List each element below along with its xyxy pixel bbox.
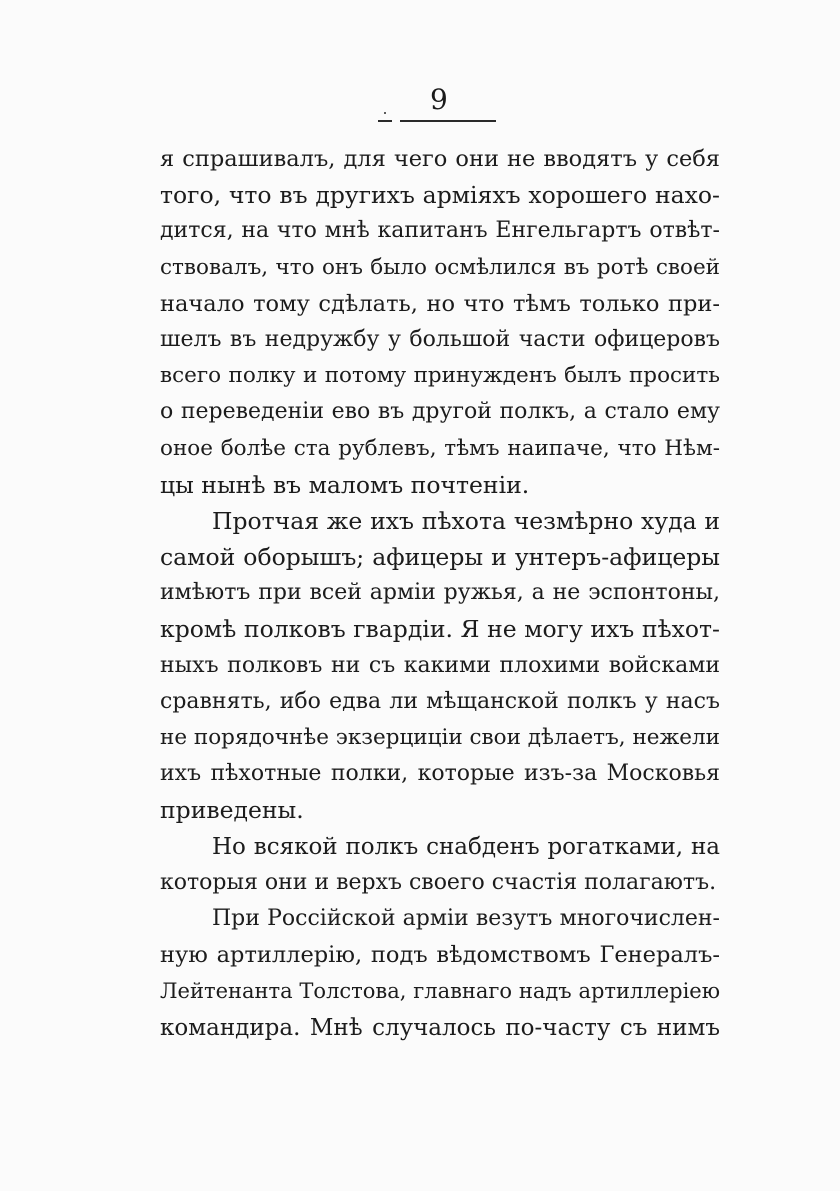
text-line: ную артиллерію, подъ вѣдомствомъ Генералъ- — [160, 942, 720, 969]
text-line: приведены. — [160, 796, 304, 825]
text-line: цы нынѣ въ маломъ почтеніи. — [160, 470, 530, 499]
header-rule-left — [378, 120, 392, 122]
header-rule-right — [400, 120, 496, 122]
text-line: шелъ въ недружбу у большой части офицеровъ — [160, 326, 720, 352]
text-line: ныхъ полковъ ни съ какими плохими войсками — [160, 652, 720, 678]
text-line: сравнять, ибо едва ли мѣщанской полкъ у насъ — [160, 688, 720, 714]
body-text — [160, 141, 720, 1046]
text-line: самой оборышъ; афицеры и унтеръ-афицеры — [160, 543, 720, 572]
text-line: ствовалъ, что онъ было осмѣлился въ ротѣ своей — [160, 254, 720, 280]
text-line: которыя они и верхъ своего счастія полагаютъ. — [160, 869, 717, 895]
text-line: Лейтенанта Толстова, главнаго надъ артиллеріею — [160, 979, 720, 1004]
page-number: 9 — [430, 83, 448, 116]
text-line: всего полку и потому принужденъ былъ просить — [160, 363, 720, 389]
text-line: я спрашивалъ, для чего они не вводятъ у себя — [160, 146, 720, 172]
text-line: кромѣ полковъ гвардіи. Я не могу ихъ пѣхот- — [160, 615, 720, 644]
text-line: дится, на что мнѣ капитанъ Енгельгартъ отвѣт- — [160, 218, 720, 244]
header-dot-ornament — [384, 112, 386, 114]
text-line: имѣютъ при всей арміи ружья, а не эспонтоны, — [160, 580, 720, 606]
text-line: начало тому сдѣлать, но что тѣмъ только при- — [160, 290, 720, 317]
page-header — [370, 83, 510, 126]
text-line: Но всякой полкъ снабденъ рогатками, на — [212, 833, 720, 860]
text-line: ихъ пѣхотные полки, которые изъ-за Московья — [160, 761, 720, 787]
text-line: не порядочнѣе экзерциціи свои дѣлаетъ, нежели — [160, 725, 720, 750]
text-line: командира. Мнѣ случалось по-часту съ нимъ — [160, 1014, 720, 1041]
text-line: Протчая же ихъ пѣхота чезмѣрно худа и — [212, 506, 720, 535]
text-line: оное болѣе ста рублевъ, тѣмъ наипаче, что Нѣм- — [160, 435, 720, 461]
text-line: того, что въ другихъ арміяхъ хорошего нахо- — [160, 181, 720, 210]
text-line: При Россійской арміи везутъ многочислен- — [212, 905, 720, 931]
text-line: о переведеніи ево въ другой полкъ, а стало ему — [160, 399, 720, 425]
